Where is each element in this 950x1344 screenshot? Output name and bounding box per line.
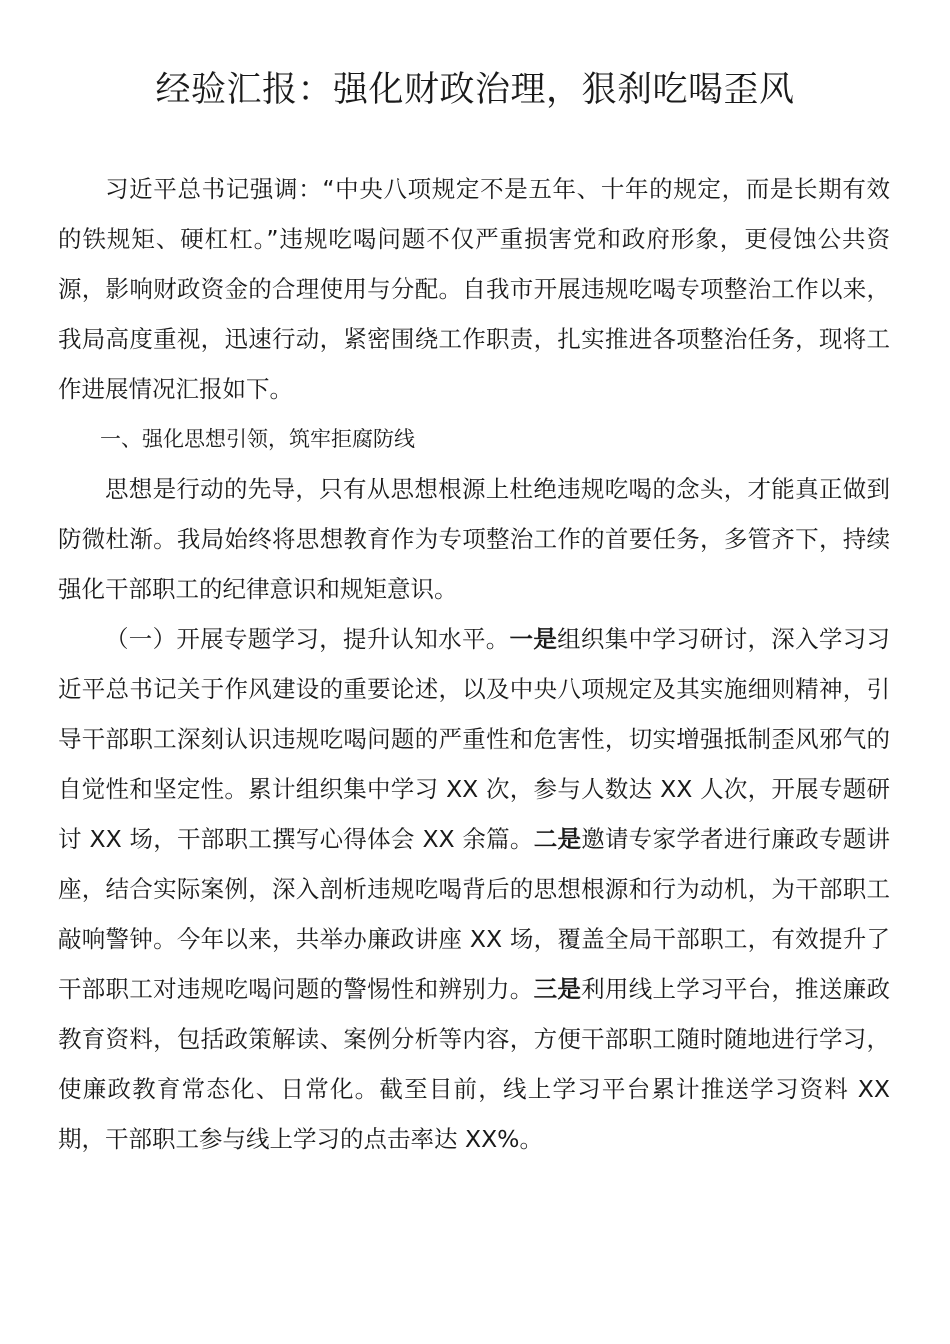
item2-text: 邀请专家学者进行廉政专题讲座，结合实际案例，深入剖析违规吃喝背后的思想根源和行为动机，为干部职工敲响警钟。今年以来，共举办廉政讲座 XX 场，覆盖全局干部职工，有效提升了干部职工对违规吃喝问题的警惕性和辨别力。	[58, 825, 891, 1003]
item2-label: 二是	[533, 825, 582, 853]
item3-text: 利用线上学习平台，推送廉政教育资料，包括政策解读、案例分析等内容，方便干部职工随时随地进行学习，使廉政教育常态化、日常化。截至目前，线上学习平台累计推送学习资料 XX 期，干部职工参与线上学习的点击率达 XX%。	[58, 975, 891, 1153]
subsection-heading: （一）开展专题学习，提升认知水平。	[105, 625, 510, 653]
item1-label: 一是	[509, 625, 558, 653]
section-heading: 一、强化思想引领，筑牢拒腐防线	[100, 427, 415, 451]
item1-text: 组织集中学习研讨，深入学习习近平总书记关于作风建设的重要论述，以及中央八项规定及其实施细则精神，引导干部职工深刻认识违规吃喝问题的严重性和危害性，切实增强抵制歪风邪气的自觉性和坚定性。累计组织集中学习 XX 次，参与人数达 XX 人次，开展专题研讨 XX 场，干部职工撰写心得体会 XX 余篇。	[58, 625, 890, 853]
subsection-paragraph	[58, 614, 890, 1164]
section-intro-paragraph: 思想是行动的先导，只有从思想根源上杜绝违规吃喝的念头，才能真正做到防微杜渐。我局始终将思想教育作为专项整治工作的首要任务，多管齐下，持续强化干部职工的纪律意识和规矩意识。	[58, 475, 890, 603]
document-title: 经验汇报：强化财政治理，狠刹吃喝歪风	[155, 70, 795, 110]
intro-paragraph: 习近平总书记强调：“中央八项规定不是五年、十年的规定，而是长期有效的铁规矩、硬杠杠。”违规吃喝问题不仅严重损害党和政府形象，更侵蚀公共资源，影响财政资金的合理使用与分配。自我市开展违规吃喝专项整治工作以来，我局高度重视，迅速行动，紧密围绕工作职责，扎实推进各项整治任务，现将工作进展情况汇报如下。	[58, 175, 890, 403]
item3-label: 三是	[533, 975, 582, 1003]
document-body	[58, 164, 890, 1164]
